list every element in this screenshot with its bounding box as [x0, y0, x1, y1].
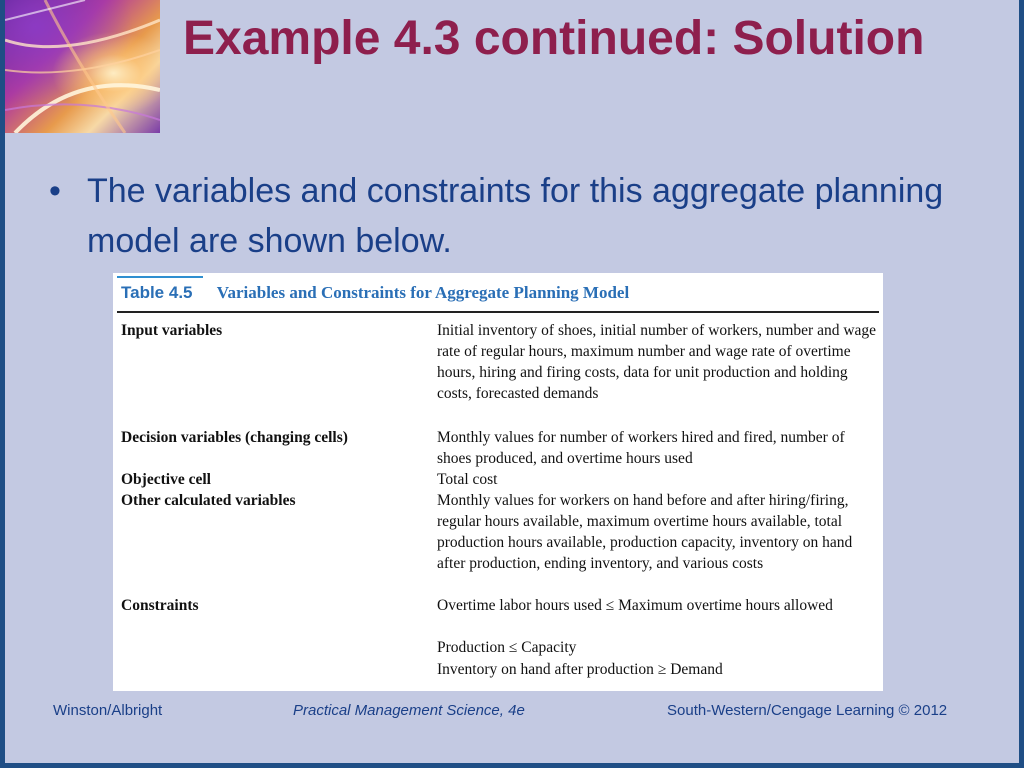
- table-title: Variables and Constraints for Aggregate Planning Model: [216, 283, 630, 302]
- row-value: Inventory on hand after production ≥ Demand: [437, 661, 723, 678]
- swirl-graphic: [5, 0, 160, 133]
- footer-authors: Winston/Albright: [53, 702, 163, 719]
- table-number: Table 4.5: [121, 283, 193, 302]
- row-value: Initial inventory of shoes, initial number of workers, number and wage rate of regular hours, maximum number and wage rate of overtime hours, hiring and firing costs, data for unit production and holding costs, forecasted demands: [437, 322, 877, 402]
- row-value: Production ≤ Capacity: [437, 639, 577, 656]
- row-label: Decision variables (changing cells): [121, 429, 348, 446]
- row-label: Other calculated variables: [121, 492, 296, 509]
- row-value: Monthly values for workers on hand before and after hiring/firing, regular hours available, maximum overtime hours available, total production hours available, production capacity, inventory on hand after production, ending inventory, and various costs: [437, 492, 853, 572]
- table-accent-bar: [117, 276, 203, 278]
- row-value: Overtime labor hours used ≤ Maximum overtime hours allowed: [437, 597, 833, 614]
- table-header-rule: [117, 311, 879, 313]
- table-caption: [121, 283, 629, 303]
- row-value: Monthly values for number of workers hired and fired, number of shoes produced, and overtime hours used: [437, 429, 845, 467]
- footer-publisher: South-Western/Cengage Learning © 2012: [667, 702, 948, 719]
- row-label: Constraints: [121, 597, 199, 614]
- row-label: Objective cell: [121, 471, 211, 488]
- slide: [5, 0, 1019, 763]
- row-label: Input variables: [121, 322, 223, 339]
- bullet-marker: •: [49, 172, 61, 210]
- decorative-corner-image: [5, 0, 160, 133]
- slide-title: Example 4.3 continued: Solution: [183, 12, 925, 65]
- bullet-text: The variables and constraints for this aggregate planning model are shown below.: [87, 172, 944, 260]
- row-value: Total cost: [437, 471, 498, 488]
- footer-book-title: Practical Management Science, 4e: [293, 702, 525, 719]
- table-figure: [113, 273, 883, 691]
